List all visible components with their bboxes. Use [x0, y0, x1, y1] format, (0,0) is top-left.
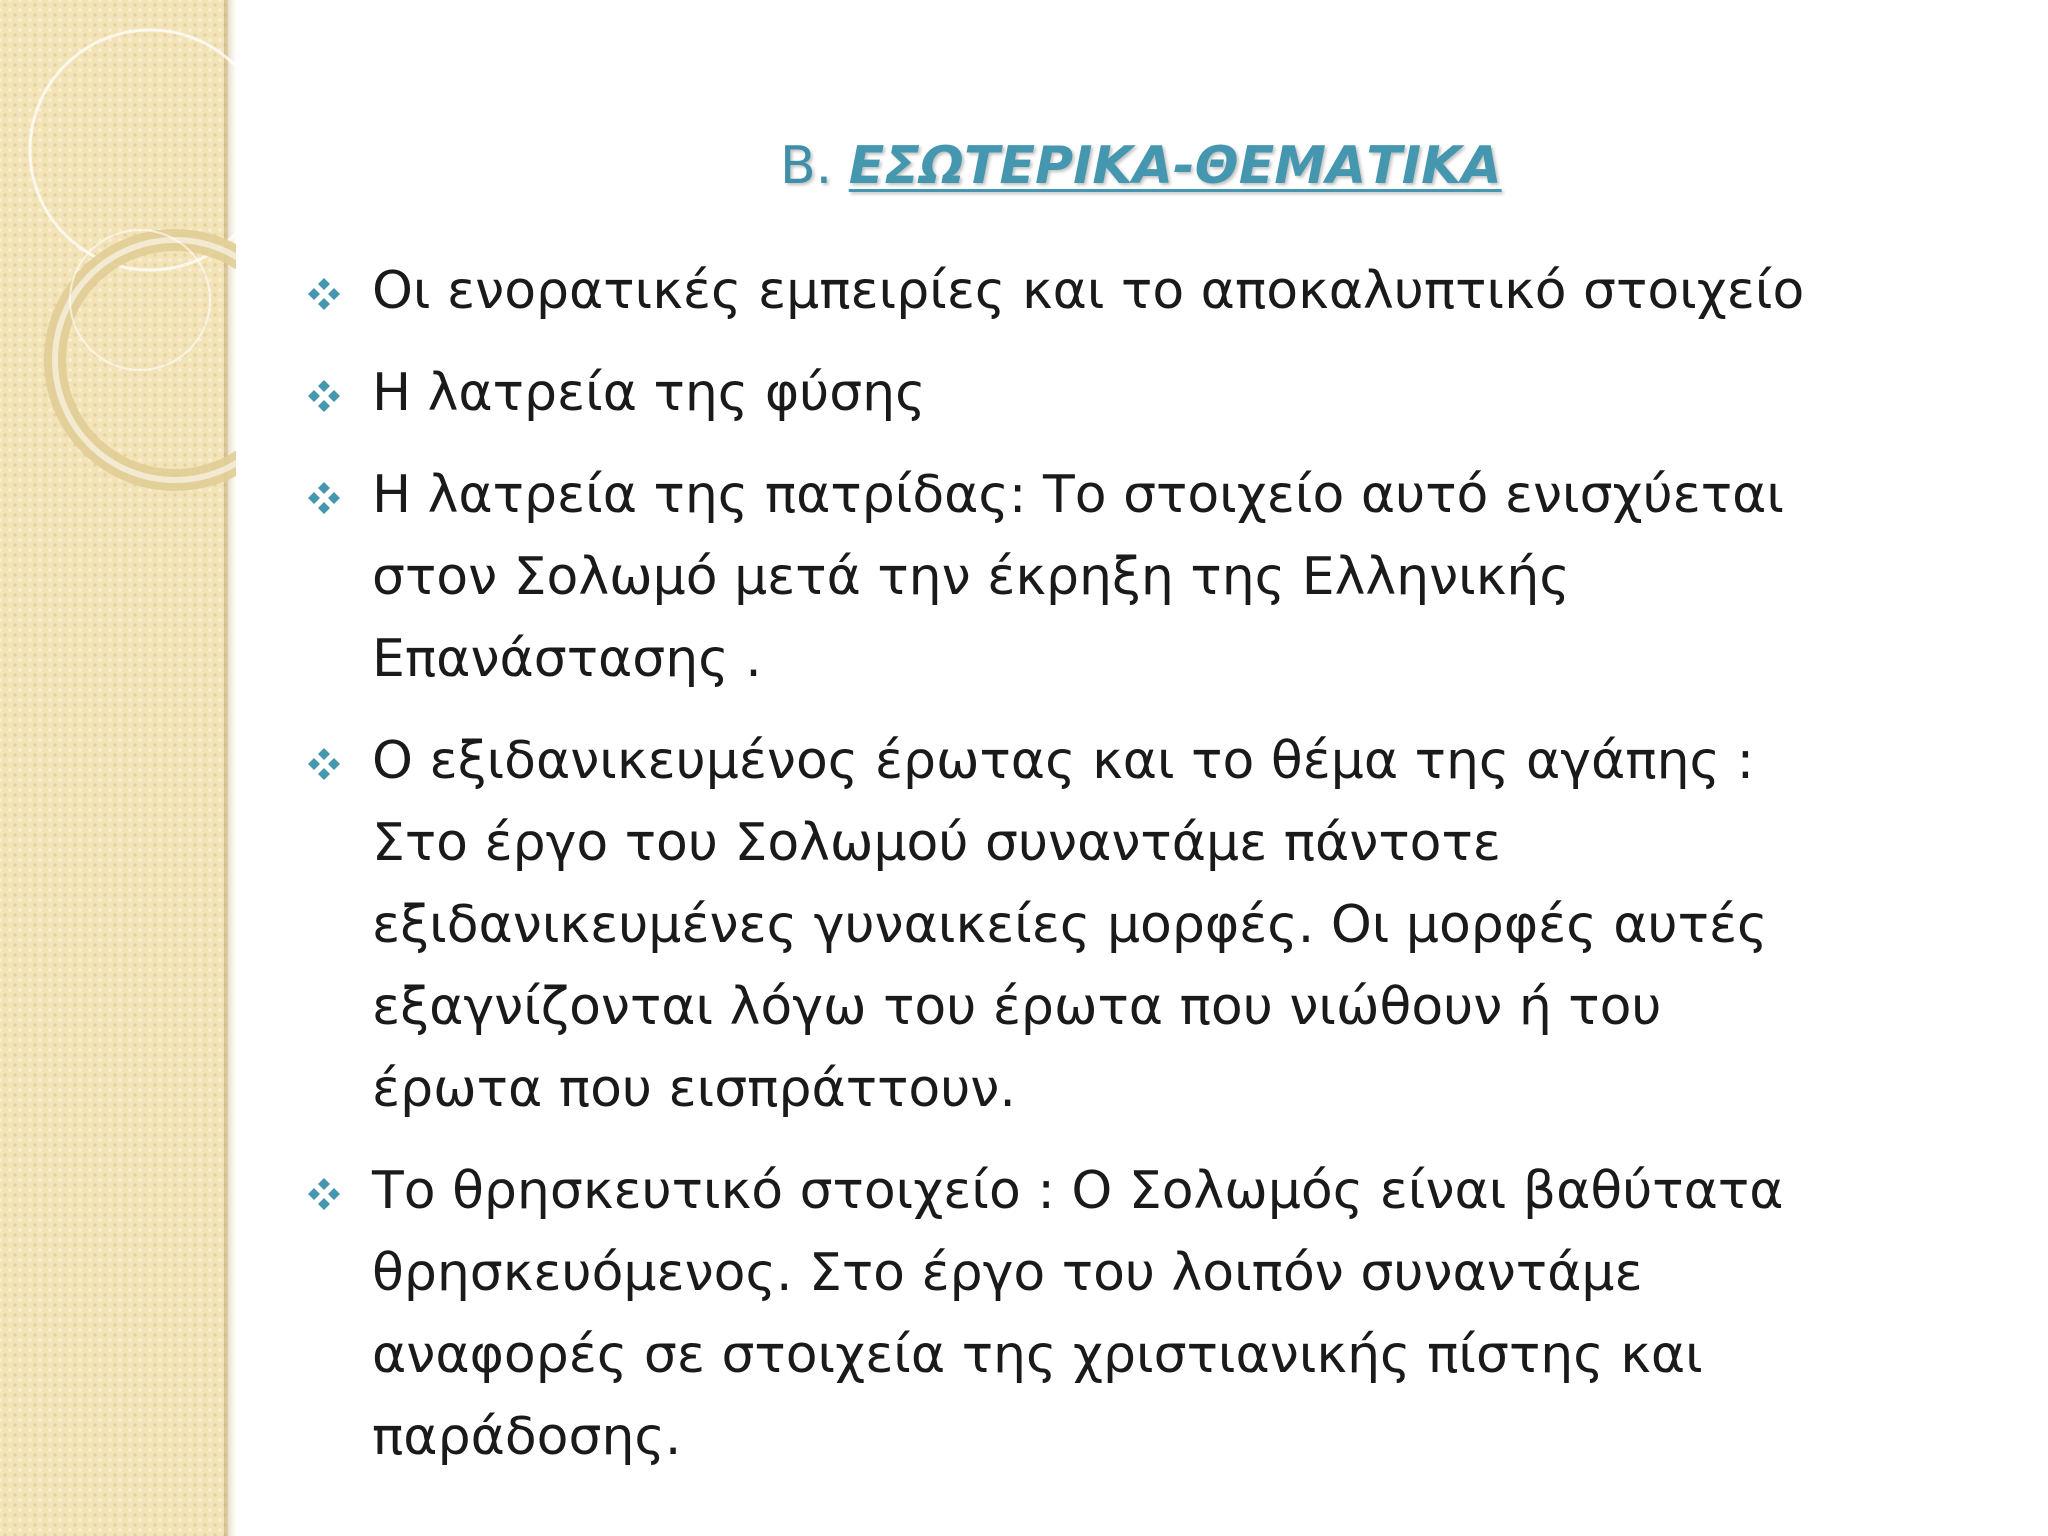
bullet-text: Η λατρεία της πατρίδας: Το στοιχείο αυτό ενισχύεται στον Σολωμό μετά την έκρηξη της Ελληνικής Επανάστασης .: [372, 465, 1784, 689]
bullet-text: Ο εξιδανικευμένος έρωτας και το θέμα της αγάπης : Στο έργο του Σολωμού συναντάμε πάντοτε εξιδανικευμένες γυναικείες μορφές. Οι μορφές αυτές εξαγνίζονται λόγω του έρωτα που νιώθουν ή του έρωτα που εισπράττουν.: [372, 731, 1768, 1119]
title-prefix: Β.: [780, 136, 849, 196]
title-main: ΕΣΩΤΕΡΙΚΑ-ΘΕΜΑΤΙΚΑ: [848, 136, 1502, 196]
bullet-text: Η λατρεία της φύσης: [372, 363, 926, 423]
bullet-list: [306, 250, 2006, 1498]
four-diamond-bullet-icon: [306, 1176, 342, 1212]
bullet-item: [306, 720, 2006, 1130]
bullet-item: [306, 1150, 2006, 1478]
decorative-rings: [0, 0, 236, 520]
slide-title: [0, 136, 2048, 196]
four-diamond-bullet-icon: [306, 480, 342, 516]
bullet-item: [306, 454, 2006, 700]
four-diamond-bullet-icon: [306, 378, 342, 414]
bullet-text: Το θρησκευτικό στοιχείο : Ο Σολωμός είναι βαθύτατα θρησκευόμενος. Στο έργο του λοιπόν συναντάμε αναφορές σε στοιχεία της χριστιανικής πίστης και παράδοσης.: [372, 1161, 1784, 1467]
four-diamond-bullet-icon: [306, 276, 342, 312]
bullet-text: Οι ενορατικές εμπειρίες και το αποκαλυπτικό στοιχείο: [372, 261, 1805, 321]
bullet-item: [306, 352, 2006, 434]
bullet-item: [306, 250, 2006, 332]
ring-thick: [55, 240, 236, 480]
four-diamond-bullet-icon: [306, 746, 342, 782]
